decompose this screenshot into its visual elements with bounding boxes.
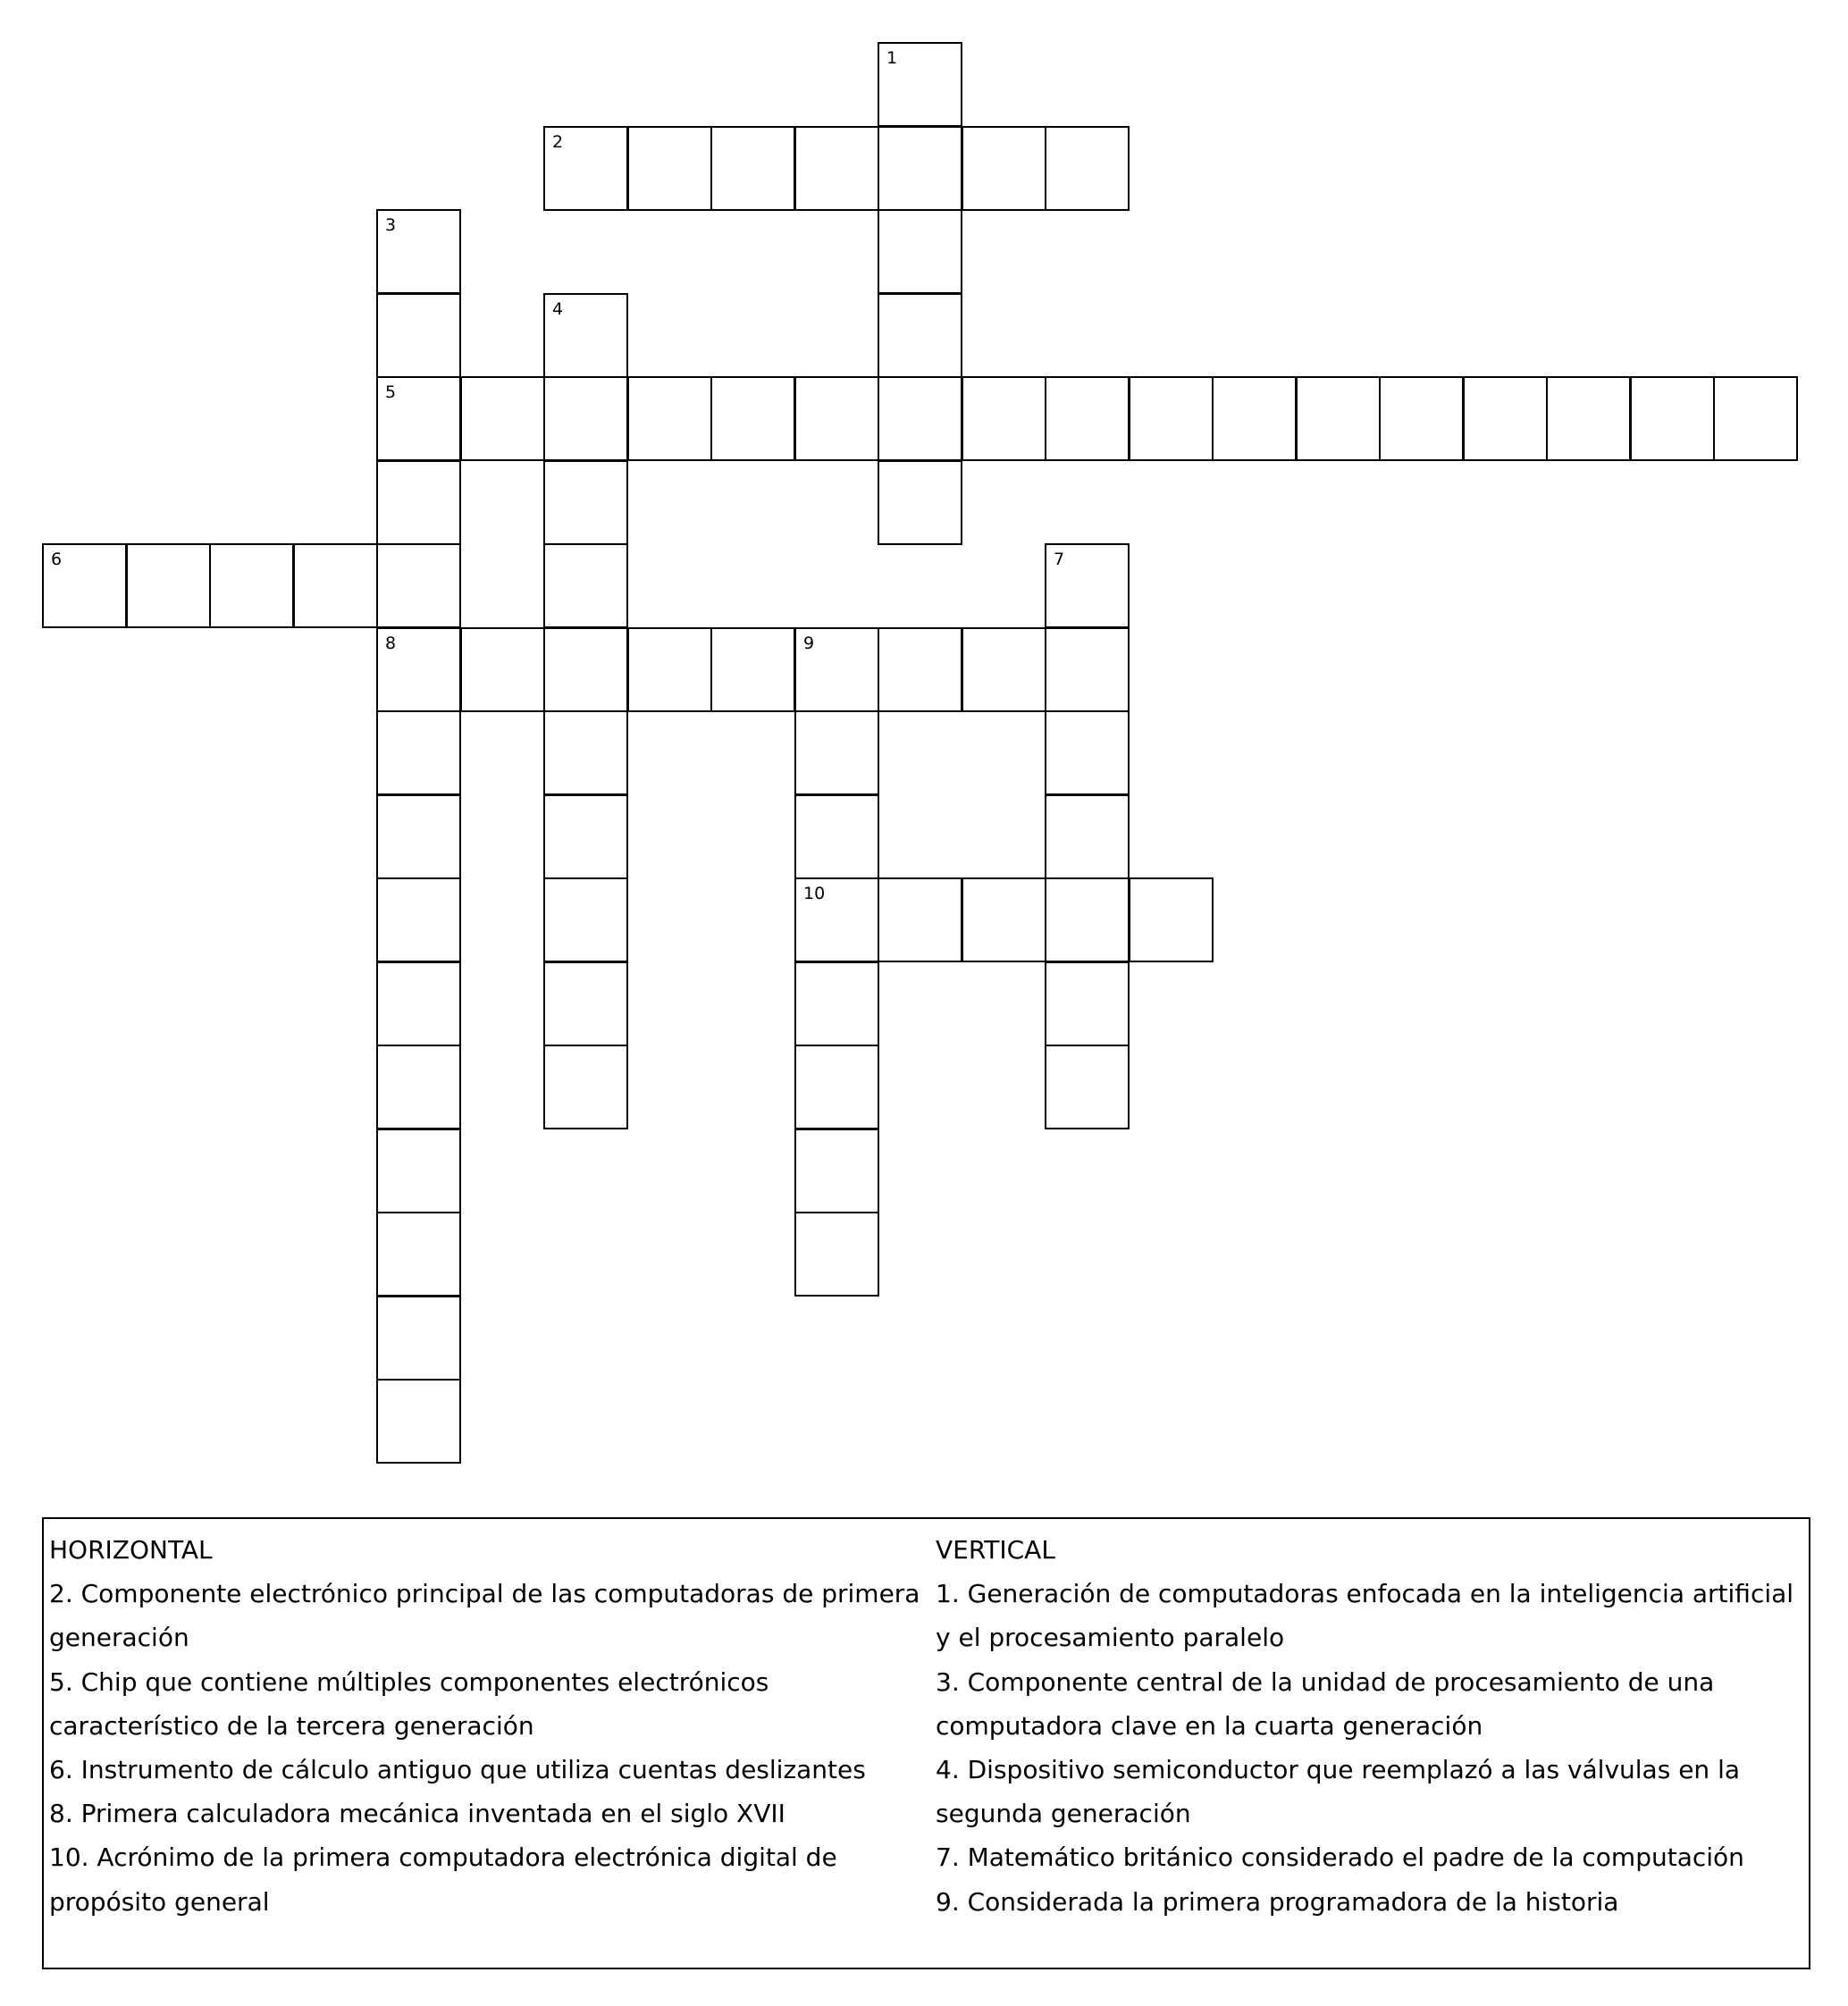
- grid-cell[interactable]: [627, 627, 712, 712]
- grid-cell[interactable]: [1296, 376, 1381, 461]
- grid-cell[interactable]: [1045, 543, 1130, 628]
- clue-number: 2: [552, 132, 564, 152]
- grid-cell[interactable]: [376, 376, 461, 461]
- clue-number: 9: [803, 634, 815, 653]
- grid-cell[interactable]: [1045, 961, 1130, 1046]
- grid-cell[interactable]: [543, 543, 628, 628]
- clue-number: 4: [552, 299, 564, 319]
- grid-cell[interactable]: [878, 209, 962, 294]
- grid-cell[interactable]: [1713, 376, 1798, 461]
- clue-number: 10: [803, 884, 826, 903]
- across-clues: [49, 1528, 920, 1924]
- grid-cell[interactable]: [460, 376, 545, 461]
- grid-cell[interactable]: [878, 877, 962, 962]
- grid-cell[interactable]: [962, 627, 1046, 712]
- grid-cell[interactable]: [376, 627, 461, 712]
- grid-cell[interactable]: [1045, 794, 1130, 879]
- grid-cell[interactable]: [376, 209, 461, 294]
- grid-cell[interactable]: [376, 1045, 461, 1129]
- grid-cell[interactable]: [543, 710, 628, 795]
- grid-cell[interactable]: [543, 126, 628, 211]
- grid-cell[interactable]: [376, 1212, 461, 1297]
- clues-box: [42, 1517, 1810, 1969]
- grid-cell[interactable]: [794, 794, 879, 879]
- grid-cell[interactable]: [126, 543, 211, 628]
- grid-cell[interactable]: [710, 126, 795, 211]
- grid-cell[interactable]: [543, 460, 628, 545]
- clue-number: 1: [886, 48, 898, 68]
- grid-cell[interactable]: [962, 877, 1046, 962]
- grid-cell[interactable]: [1045, 877, 1130, 962]
- grid-cell[interactable]: [1045, 376, 1130, 461]
- grid-cell[interactable]: [627, 376, 712, 461]
- across-clue: 2. Componente electrónico principal de las computadoras de primera generación: [49, 1579, 920, 1653]
- grid-cell[interactable]: [376, 794, 461, 879]
- grid-cell[interactable]: [878, 126, 962, 211]
- grid-cell[interactable]: [1045, 1045, 1130, 1129]
- clue-number: 3: [385, 215, 397, 235]
- down-clue: 1. Generación de computadoras enfocada en la inteligencia artificial y el procesamiento paralelo: [936, 1579, 1794, 1653]
- grid-cell[interactable]: [710, 627, 795, 712]
- grid-cell[interactable]: [460, 627, 545, 712]
- grid-cell[interactable]: [794, 1129, 879, 1213]
- grid-cell[interactable]: [878, 42, 962, 127]
- grid-cell[interactable]: [1045, 126, 1130, 211]
- grid-cell[interactable]: [42, 543, 127, 628]
- grid-cell[interactable]: [627, 126, 712, 211]
- grid-cell[interactable]: [1045, 710, 1130, 795]
- grid-cell[interactable]: [209, 543, 294, 628]
- across-clue: 5. Chip que contiene múltiples componentes electrónicos característico de la tercera generación: [49, 1666, 769, 1741]
- across-clue: 10. Acrónimo de la primera computadora electrónica digital de propósito general: [49, 1842, 837, 1917]
- grid-cell[interactable]: [794, 961, 879, 1046]
- grid-cell[interactable]: [543, 627, 628, 712]
- clue-number: 6: [51, 550, 63, 569]
- grid-cell[interactable]: [1379, 376, 1464, 461]
- clue-number: 8: [385, 634, 397, 653]
- grid-cell[interactable]: [710, 376, 795, 461]
- grid-cell[interactable]: [376, 1296, 461, 1381]
- grid-cell[interactable]: [293, 543, 378, 628]
- grid-cell[interactable]: [543, 961, 628, 1046]
- grid-cell[interactable]: [794, 710, 879, 795]
- grid-cell[interactable]: [1463, 376, 1548, 461]
- grid-cell[interactable]: [376, 1379, 461, 1464]
- grid-cell[interactable]: [543, 293, 628, 378]
- grid-cell[interactable]: [878, 376, 962, 461]
- down-clue: 4. Dispositivo semiconductor que reemplazó a las válvulas en la segunda generación: [936, 1755, 1741, 1829]
- grid-cell[interactable]: [1630, 376, 1715, 461]
- grid-cell[interactable]: [543, 794, 628, 879]
- grid-cell[interactable]: [878, 293, 962, 378]
- grid-cell[interactable]: [376, 1129, 461, 1213]
- grid-cell[interactable]: [794, 877, 879, 962]
- grid-cell[interactable]: [1129, 877, 1214, 962]
- across-heading: HORIZONTAL: [49, 1535, 213, 1565]
- across-clue: 6. Instrumento de cálculo antiguo que utiliza cuentas deslizantes: [49, 1755, 866, 1785]
- grid-cell[interactable]: [878, 627, 962, 712]
- grid-cell[interactable]: [794, 1045, 879, 1129]
- grid-cell[interactable]: [543, 1045, 628, 1129]
- grid-cell[interactable]: [1212, 376, 1297, 461]
- down-clue: 9. Considerada la primera programadora de la historia: [936, 1886, 1619, 1917]
- grid-cell[interactable]: [543, 376, 628, 461]
- grid-cell[interactable]: [878, 460, 962, 545]
- across-clue: 8. Primera calculadora mecánica inventada en el siglo XVII: [49, 1799, 785, 1829]
- grid-cell[interactable]: [376, 710, 461, 795]
- grid-cell[interactable]: [376, 961, 461, 1046]
- grid-cell[interactable]: [794, 126, 879, 211]
- grid-cell[interactable]: [794, 627, 879, 712]
- grid-cell[interactable]: [376, 543, 461, 628]
- down-clues: [936, 1528, 1807, 1924]
- grid-cell[interactable]: [1546, 376, 1631, 461]
- grid-cell[interactable]: [794, 376, 879, 461]
- grid-cell[interactable]: [962, 376, 1046, 461]
- down-clue: 7. Matemático británico considerado el padre de la computación: [936, 1842, 1744, 1873]
- down-clue: 3. Componente central de la unidad de procesamiento de una computadora clave en la cuarta generación: [936, 1666, 1715, 1741]
- grid-cell[interactable]: [376, 460, 461, 545]
- grid-cell[interactable]: [543, 877, 628, 962]
- grid-cell[interactable]: [1129, 376, 1214, 461]
- clue-number: 7: [1054, 550, 1065, 569]
- grid-cell[interactable]: [794, 1212, 879, 1297]
- grid-cell[interactable]: [962, 126, 1046, 211]
- down-heading: VERTICAL: [936, 1535, 1055, 1565]
- clue-number: 5: [385, 382, 397, 402]
- grid-cell[interactable]: [376, 877, 461, 962]
- grid-cell[interactable]: [1045, 627, 1130, 712]
- grid-cell[interactable]: [376, 293, 461, 378]
